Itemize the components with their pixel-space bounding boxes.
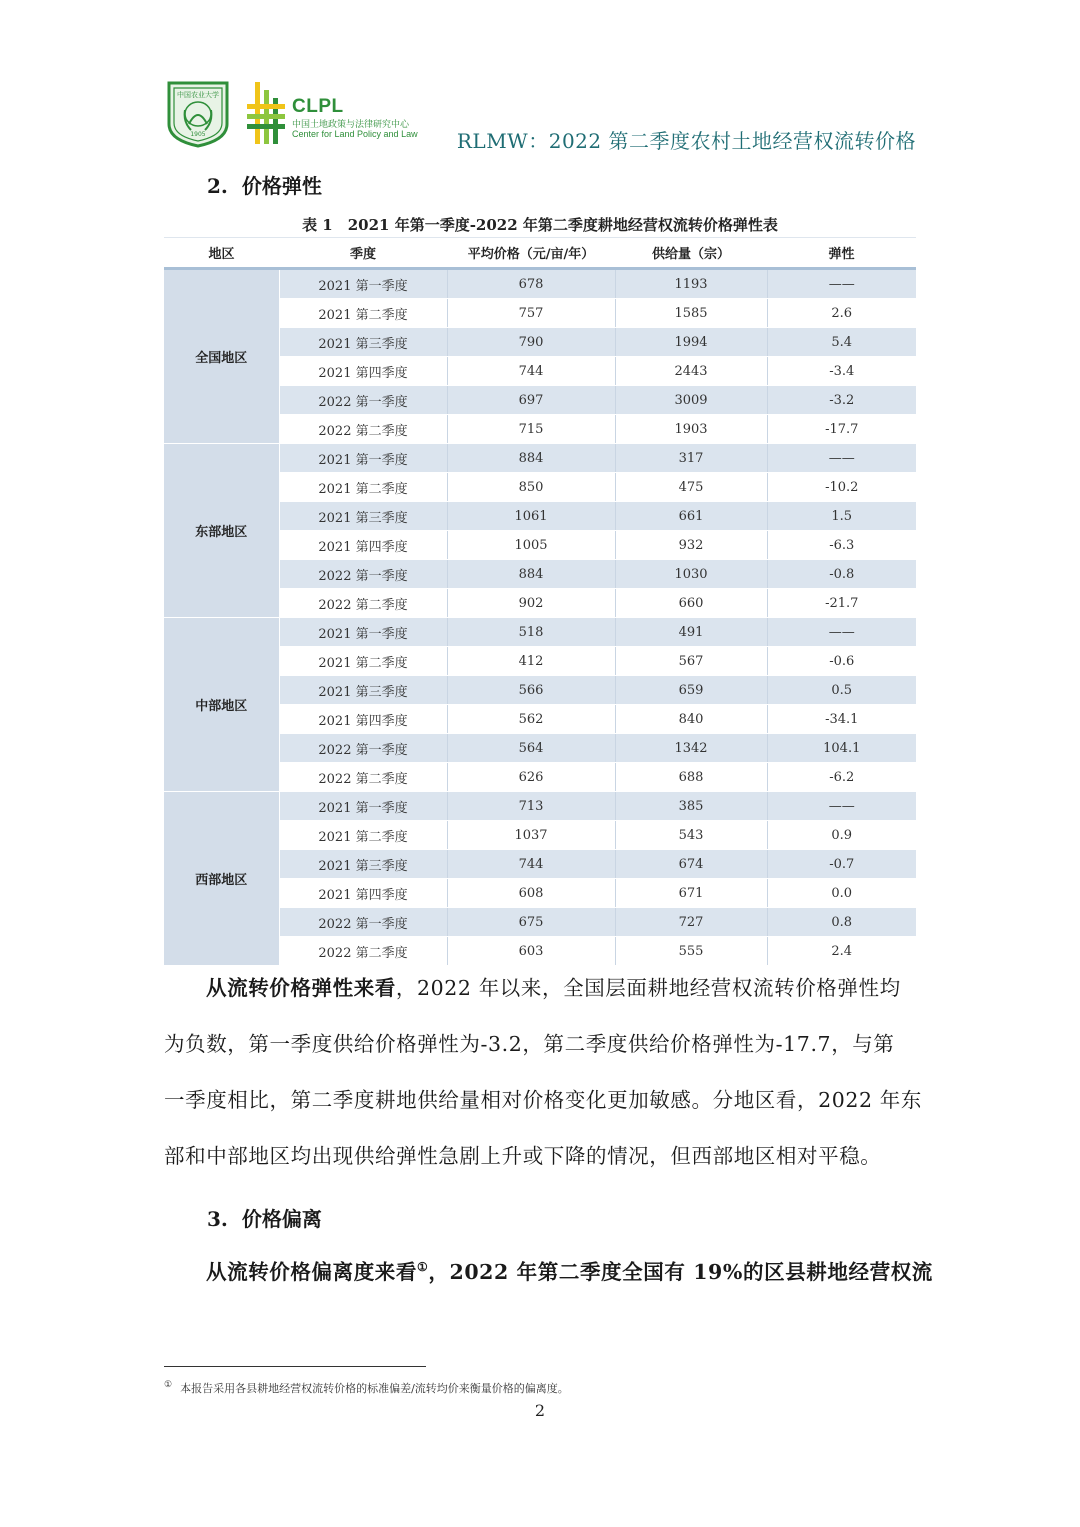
quarter-cell: 2021 第四季度 [279,531,447,560]
supply-cell: 840 [615,705,767,734]
quarter-cell: 2022 第一季度 [279,560,447,589]
elasticity-cell: -3.2 [767,386,916,415]
quarter-cell: 2021 第二季度 [279,299,447,328]
supply-cell: 1193 [615,269,767,299]
avg-price-cell: 518 [447,618,615,647]
supply-cell: 543 [615,821,767,850]
page-header [0,0,1080,160]
elasticity-cell: -6.3 [767,531,916,560]
section-title: 价格偏离 [241,1207,322,1231]
quarter-cell: 2022 第一季度 [279,908,447,937]
supply-cell: 1030 [615,560,767,589]
elasticity-cell: -17.7 [767,415,916,444]
clpl-english-name: Center for Land Policy and Law [292,129,418,139]
footnote [164,1380,569,1396]
quarter-cell: 2021 第三季度 [279,850,447,879]
paragraph-line: 一季度相比，第二季度耕地供给量相对价格变化更加敏感。分地区看，2022 年东 [164,1088,922,1112]
supply-cell: 475 [615,473,767,502]
supply-cell: 491 [615,618,767,647]
quarter-cell: 2021 第一季度 [279,269,447,299]
paragraph-lead: 从流转价格弹性来看 [206,976,396,1000]
elasticity-cell: 0.8 [767,908,916,937]
quarter-cell: 2022 第一季度 [279,734,447,763]
paragraph-lead: 从流转价格偏离度来看 [206,1260,417,1284]
supply-cell: 1342 [615,734,767,763]
table-caption: 表 1 2021 年第一季度-2022 年第二季度耕地经营权流转价格弹性表 [302,216,778,234]
table-row [164,618,916,647]
paragraph-line: 为负数，第一季度供给价格弹性为-3.2，第二季度供给价格弹性为-17.7，与第 [164,1032,895,1056]
section-heading-price-deviation [207,1203,322,1232]
quarter-cell: 2022 第二季度 [279,763,447,792]
column-header-elasticity: 弹性 [767,238,916,269]
avg-price-cell: 564 [447,734,615,763]
quarter-cell: 2021 第三季度 [279,502,447,531]
avg-price-cell: 744 [447,850,615,879]
elasticity-cell: 5.4 [767,328,916,357]
supply-cell: 567 [615,647,767,676]
quarter-cell: 2021 第一季度 [279,444,447,473]
column-header-region: 地区 [164,238,279,269]
elasticity-cell: —— [767,618,916,647]
supply-cell: 555 [615,937,767,966]
supply-cell: 1994 [615,328,767,357]
quarter-cell: 2021 第二季度 [279,647,447,676]
avg-price-cell: 697 [447,386,615,415]
elasticity-table [164,237,916,966]
supply-cell: 660 [615,589,767,618]
elasticity-cell: 1.5 [767,502,916,531]
avg-price-cell: 884 [447,444,615,473]
avg-price-cell: 790 [447,328,615,357]
report-title: RLMW：2022 第二季度农村土地经营权流转价格 [456,129,916,153]
elasticity-cell: -10.2 [767,473,916,502]
table-body [164,269,916,966]
page-number: 2 [534,1401,546,1420]
quarter-cell: 2021 第二季度 [279,473,447,502]
university-emblem-icon [165,80,231,148]
section-number: 2. [207,174,228,198]
clpl-logo-icon [245,80,289,146]
avg-price-cell: 757 [447,299,615,328]
table-row [164,792,916,821]
supply-cell: 661 [615,502,767,531]
quarter-cell: 2021 第三季度 [279,676,447,705]
section-heading-price-elasticity [207,170,322,199]
avg-price-cell: 608 [447,879,615,908]
supply-cell: 659 [615,676,767,705]
region-cell: 西部地区 [164,792,279,966]
svg-text:1905: 1905 [190,131,206,138]
footnote-divider [164,1366,426,1367]
elasticity-cell: 2.6 [767,299,916,328]
supply-cell: 317 [615,444,767,473]
avg-price-cell: 744 [447,357,615,386]
paragraph-line: ，2022 年第二季度全国有 19%的区县耕地经营权流 [428,1260,933,1284]
clpl-chinese-name: 中国土地政策与法律研究中心 [292,120,410,130]
avg-price-cell: 562 [447,705,615,734]
section-title: 价格弹性 [241,174,322,198]
avg-price-cell: 678 [447,269,615,299]
section-number: 3. [207,1207,228,1231]
table-row [164,269,916,299]
avg-price-cell: 1061 [447,502,615,531]
elasticity-cell: -0.7 [767,850,916,879]
elasticity-cell: 2.4 [767,937,916,966]
avg-price-cell: 603 [447,937,615,966]
avg-price-cell: 884 [447,560,615,589]
elasticity-cell: -0.6 [767,647,916,676]
elasticity-cell: 0.0 [767,879,916,908]
avg-price-cell: 566 [447,676,615,705]
elasticity-cell: -21.7 [767,589,916,618]
avg-price-cell: 1037 [447,821,615,850]
quarter-cell: 2021 第四季度 [279,357,447,386]
supply-cell: 1585 [615,299,767,328]
paragraph-line: ，2022 年以来，全国层面耕地经营权流转价格弹性均 [395,976,901,1000]
supply-cell: 932 [615,531,767,560]
region-cell: 中部地区 [164,618,279,792]
region-cell: 全国地区 [164,269,279,444]
quarter-cell: 2022 第二季度 [279,937,447,966]
supply-cell: 385 [615,792,767,821]
elasticity-cell: -0.8 [767,560,916,589]
footnote-mark: ① [164,1380,173,1391]
supply-cell: 688 [615,763,767,792]
clpl-abbreviation: CLPL [292,96,344,117]
elasticity-cell: —— [767,792,916,821]
avg-price-cell: 713 [447,792,615,821]
elasticity-cell: —— [767,269,916,299]
avg-price-cell: 902 [447,589,615,618]
elasticity-cell: 0.5 [767,676,916,705]
avg-price-cell: 1005 [447,531,615,560]
elasticity-cell: 0.9 [767,821,916,850]
quarter-cell: 2022 第一季度 [279,386,447,415]
table-header-row [164,238,916,269]
elasticity-cell: —— [767,444,916,473]
quarter-cell: 2021 第四季度 [279,705,447,734]
elasticity-cell: -3.4 [767,357,916,386]
supply-cell: 727 [615,908,767,937]
quarter-cell: 2021 第二季度 [279,821,447,850]
paragraph-line: 部和中部地区均出现供给弹性急剧上升或下降的情况，但西部地区相对平稳。 [164,1144,882,1168]
quarter-cell: 2022 第二季度 [279,415,447,444]
elasticity-cell: -6.2 [767,763,916,792]
column-header-quarter: 季度 [279,238,447,269]
footnote-reference[interactable]: ① [417,1260,429,1275]
paragraph-deviation-analysis [164,1244,933,1300]
avg-price-cell: 412 [447,647,615,676]
supply-cell: 674 [615,850,767,879]
column-header-supply: 供给量（宗） [615,238,767,269]
svg-text:中国农业大学: 中国农业大学 [177,91,219,99]
elasticity-cell: -34.1 [767,705,916,734]
elasticity-cell: 104.1 [767,734,916,763]
avg-price-cell: 850 [447,473,615,502]
avg-price-cell: 675 [447,908,615,937]
avg-price-cell: 715 [447,415,615,444]
quarter-cell: 2021 第三季度 [279,328,447,357]
quarter-cell: 2022 第二季度 [279,589,447,618]
paragraph-elasticity-analysis [164,960,922,1184]
quarter-cell: 2021 第一季度 [279,792,447,821]
footnote-text: 本报告采用各县耕地经营权流转价格的标准偏差/流转均价来衡量价格的偏离度。 [180,1382,569,1395]
table-row [164,444,916,473]
supply-cell: 1903 [615,415,767,444]
column-header-avg-price: 平均价格（元/亩/年） [447,238,615,269]
avg-price-cell: 626 [447,763,615,792]
supply-cell: 2443 [615,357,767,386]
quarter-cell: 2021 第一季度 [279,618,447,647]
supply-cell: 3009 [615,386,767,415]
supply-cell: 671 [615,879,767,908]
quarter-cell: 2021 第四季度 [279,879,447,908]
region-cell: 东部地区 [164,444,279,618]
